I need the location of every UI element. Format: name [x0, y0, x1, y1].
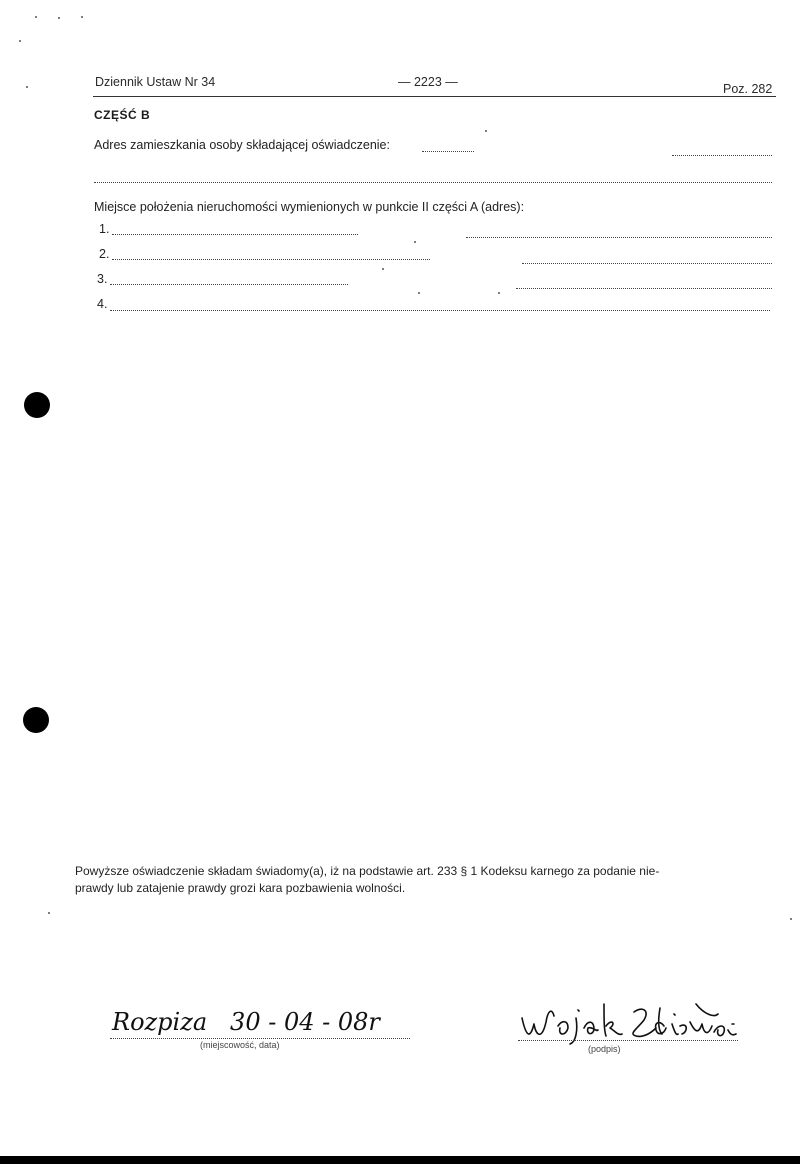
address-field	[422, 151, 474, 152]
position-number: Poz. 282	[723, 82, 773, 96]
address-field-end	[672, 155, 772, 156]
address-field-line-2	[94, 182, 772, 183]
scan-speck	[26, 86, 28, 88]
property-item-2-line	[112, 259, 430, 260]
journal-name: Dziennik Ustaw Nr 34	[95, 75, 216, 89]
scan-speck	[790, 918, 792, 920]
property-item-2-number: 2.	[99, 247, 110, 261]
address-label: Adres zamieszkania osoby składającej oświadczenie:	[94, 138, 390, 152]
handwritten-place-date: Rozpiza 30 - 04 - 08r	[112, 1008, 380, 1036]
property-item-3-line	[110, 284, 348, 285]
scan-speck	[485, 130, 487, 132]
scan-speck	[81, 16, 83, 18]
property-label: Miejsce położenia nieruchomości wymienionych w punkcie II części A (adres):	[94, 200, 525, 214]
scan-speck	[418, 292, 420, 294]
property-item-4-number: 4.	[97, 297, 108, 311]
scan-speck	[414, 241, 416, 243]
declaration-line-2: prawdy lub zatajenie prawdy grozi kara pozbawienia wolności.	[75, 881, 406, 895]
punch-hole-bottom	[23, 707, 49, 733]
scan-speck	[58, 17, 60, 19]
property-item-3-line-end	[516, 288, 772, 289]
scan-speck	[382, 268, 384, 270]
handwritten-signature	[518, 996, 740, 1046]
property-item-2-line-end	[522, 263, 772, 264]
property-item-1-line	[112, 234, 358, 235]
declaration-line-1: Powyższe oświadczenie składam świadomy(a), iż na podstawie art. 233 § 1 Kodeksu karnego za podanie nie-	[75, 864, 660, 878]
scan-speck	[498, 292, 500, 294]
section-title: CZĘŚĆ B	[94, 108, 151, 122]
place-date-line	[110, 1038, 410, 1039]
scan-speck	[48, 912, 50, 914]
property-item-3-number: 3.	[97, 272, 108, 286]
place-date-caption: (miejscowość, data)	[200, 1040, 280, 1050]
scan-bottom-edge	[0, 1156, 800, 1164]
property-item-1-number: 1.	[99, 222, 110, 236]
punch-hole-top	[24, 392, 50, 418]
scan-speck	[19, 40, 21, 42]
header-rule	[93, 96, 776, 97]
property-item-4-line	[110, 310, 770, 311]
page-number: — 2223 —	[398, 75, 458, 89]
signature-line	[518, 1040, 738, 1041]
signature-caption: (podpis)	[588, 1044, 621, 1054]
property-item-1-line-end	[466, 237, 772, 238]
scan-speck	[35, 16, 37, 18]
